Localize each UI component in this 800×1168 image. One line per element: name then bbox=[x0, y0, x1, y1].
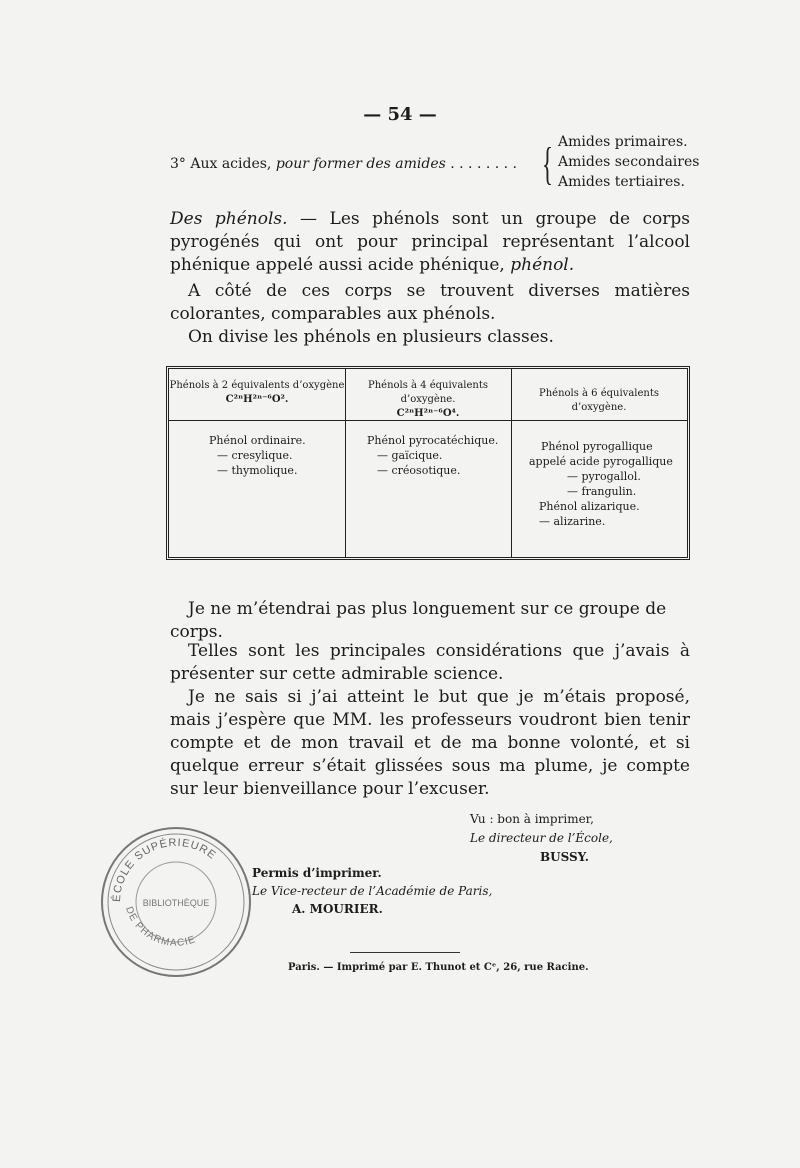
cell-line: Phénol pyrocatéchique. bbox=[367, 434, 499, 447]
table-column bbox=[345, 369, 512, 557]
cell-line: Phénol ordinaire. bbox=[209, 434, 306, 447]
vu-director: Le directeur de l’École, bbox=[470, 831, 613, 845]
item3-italic: pour former des amides bbox=[275, 156, 446, 172]
page-number: — 54 — bbox=[363, 104, 437, 125]
table-cell bbox=[511, 439, 687, 529]
divider bbox=[350, 952, 460, 953]
cell-line: Phénol alizarique. bbox=[539, 500, 640, 513]
permis-line: Permis d’imprimer. bbox=[252, 866, 382, 880]
header-label: Phénols à 2 équivalents d’oxygène bbox=[169, 380, 345, 391]
signature-permis bbox=[252, 864, 492, 918]
paragraph-colorantes: A côté de ces corps se trouvent diverses matières colorantes, comparables aux phénols. bbox=[170, 281, 690, 324]
table-header bbox=[169, 369, 345, 421]
cell-line: — thymolique. bbox=[217, 464, 298, 477]
paragraph-classes: On divise les phénols en plusieurs classes. bbox=[188, 327, 554, 347]
table-column bbox=[169, 369, 346, 557]
cell-line: Phénol pyrogallique bbox=[541, 440, 653, 453]
permis-name: A. MOURIER. bbox=[292, 902, 383, 916]
permis-vice-recteur: Le Vice-recteur de l’Académie de Paris, bbox=[252, 884, 493, 898]
table-cell bbox=[169, 433, 345, 478]
phenols-italic-end: phénol. bbox=[510, 255, 575, 275]
svg-text:DE PHARMACIE bbox=[123, 905, 198, 949]
brace-icon: { bbox=[542, 138, 554, 189]
stamp-top-text: ÉCOLE SUPÉRIEURE bbox=[110, 836, 219, 903]
phenols-lead: Des phénols. bbox=[170, 209, 288, 229]
header-formula: C²ⁿH²ⁿ⁻⁶O⁴. bbox=[396, 408, 460, 419]
cell-line: — frangulin. bbox=[567, 485, 637, 498]
header-label: Phénols à 6 équivalents d’oxygène. bbox=[538, 388, 659, 413]
table-header bbox=[511, 369, 687, 421]
cell-line: — gaïcique. bbox=[377, 449, 443, 462]
header-label: Phénols à 4 équivalents d’oxygène. bbox=[367, 380, 488, 405]
table-column bbox=[511, 369, 687, 557]
imprint: Paris. — Imprimé par E. Thunot et Cᵉ, 26, rue Racine. bbox=[288, 962, 589, 973]
vu-name: BUSSY. bbox=[540, 850, 589, 864]
stamp-bottom-text: DE PHARMACIE bbox=[123, 905, 198, 949]
cell-line: appelé acide pyrogallique bbox=[529, 455, 673, 468]
paragraph-conclusion: Je ne sais si j’ai atteint le but que je m’étais proposé, mais j’espère que MM. les professeurs voudront bien tenir compte et de mon travail et de ma bonne volonté, et si quelque erreur s’était glissées sous ma plume, je compte sur leur bienveillance pour l’excuser. bbox=[170, 687, 690, 799]
amide-item: Amides secondaires bbox=[558, 154, 700, 170]
cell-line: — pyrogallol. bbox=[567, 470, 641, 483]
cell-line: — alizarine. bbox=[539, 515, 606, 528]
list-item-acides bbox=[170, 156, 517, 172]
paragraph-phenols bbox=[170, 208, 690, 277]
item3-prefix: 3° Aux acides, bbox=[170, 156, 276, 172]
phenols-dash: — bbox=[287, 209, 330, 229]
library-stamp-icon bbox=[96, 822, 256, 982]
cell-line: — cresylique. bbox=[217, 449, 293, 462]
table-header bbox=[345, 369, 511, 421]
cell-line: — créosotique. bbox=[377, 464, 461, 477]
amide-item: Amides primaires. bbox=[558, 134, 688, 150]
item3-dots: . . . . . . . . bbox=[450, 156, 518, 172]
amide-item: Amides tertiaires. bbox=[558, 174, 685, 190]
table-cell bbox=[345, 433, 511, 478]
signature-vu bbox=[470, 810, 613, 867]
phenols-table bbox=[166, 366, 690, 560]
paragraph-etendrai: Je ne m’étendrai pas plus longuement sur ce groupe de corps. bbox=[170, 599, 667, 642]
stamp-center-text: BIBLIOTHÈQUE bbox=[142, 898, 210, 908]
paragraph-considerations: Telles sont les principales considérations que j’avais à présenter sur cette admirable science. bbox=[170, 641, 690, 684]
header-formula: C²ⁿH²ⁿ⁻⁶O². bbox=[225, 394, 289, 405]
phenols-text: Les phénols sont un groupe de corps pyrogénés qui ont pour principal représentant l’alcool phénique appelé aussi acide phénique, bbox=[170, 209, 690, 275]
amides-list bbox=[558, 132, 699, 192]
vu-line: Vu : bon à imprimer, bbox=[470, 812, 594, 826]
